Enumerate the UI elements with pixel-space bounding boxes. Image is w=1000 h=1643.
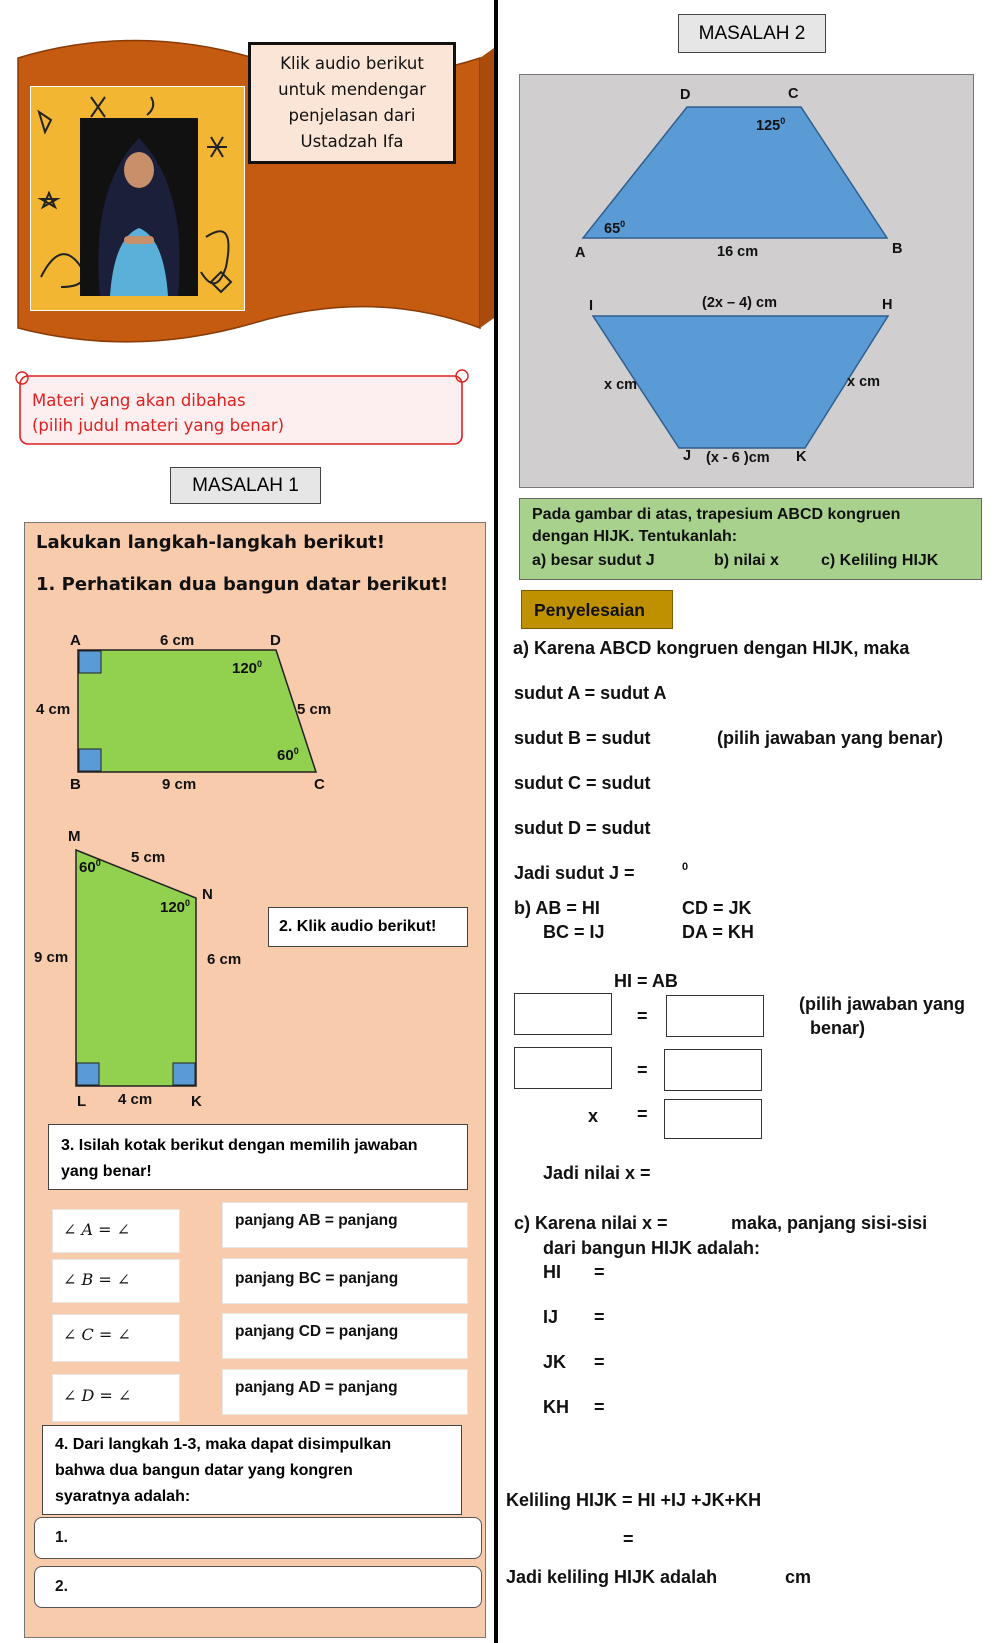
part-a-hint: (pilih jawaban yang benar) [717,728,944,748]
degree-symbol: 0 [293,746,299,756]
part-c-side-jk: JK [543,1352,567,1372]
materi-scroll [12,368,472,452]
part-a-degree: 0 [682,861,689,873]
side-ab-label: 4 cm [36,701,71,718]
vertex-b: B [70,776,81,793]
trapezoid-hijk [593,316,888,448]
angle-a-field[interactable] [52,1209,180,1253]
fig1-angle-c [756,116,785,134]
fig1-angle-a-value: 65 [604,220,621,237]
degree-symbol: 0 [780,116,786,126]
part-b-equals: = [637,1060,648,1080]
part-b-hint-1: (pilih jawaban yang [799,994,966,1014]
masalah1-label: MASALAH 1 [170,467,321,504]
fig1-bottom-label: 16 cm [717,244,759,260]
angle-n-value: 120 [160,899,186,916]
masalah2-label: MASALAH 2 [678,14,826,53]
question-b: b) nilai x [714,552,779,569]
part-b-x: x [588,1106,599,1126]
audio-text-line: Klik audio berikut [280,54,424,73]
degree-symbol: 0 [185,898,191,908]
penyelesaian-label: Penyelesaian [521,590,673,629]
degree-symbol: 0 [620,219,626,229]
part-b-hint-2: benar) [810,1018,866,1038]
length-ab-field[interactable] [222,1202,468,1248]
part-c-eq[interactable]: = [594,1307,605,1327]
audio-text-line: penjelasan dari [288,106,416,125]
step3-box [48,1124,468,1190]
vertex-d: D [270,632,281,649]
step1-text: 1. Perhatikan dua bangun datar berikut! [36,574,449,595]
answer-2-field[interactable] [34,1566,482,1608]
side-bc-label: 9 cm [162,776,197,793]
angle-d-text: ∠ D = ∠ [63,1386,132,1405]
audio-instruction-box[interactable] [248,42,456,164]
step4-line: 4. Dari langkah 1-3, maka dapat disimpulkan [55,1436,392,1453]
angle-c-value: 60 [277,747,294,764]
length-cd-field[interactable] [222,1313,468,1359]
part-a-row: sudut A = sudut A [514,683,667,703]
angle-c-label [277,746,299,764]
trapezoid-abcd [583,107,887,238]
step3-line: yang benar! [61,1163,152,1180]
part-b-eq2: CD = JK [682,898,752,918]
part-c-eq[interactable]: = [594,1397,605,1417]
part-c-line1a[interactable]: c) Karena nilai x = [514,1213,668,1233]
part-b-eq1: b) AB = HI [514,898,600,918]
audio-text-line: Ustadzah Ifa [300,132,404,151]
part-b-eq4: DA = KH [682,922,754,942]
part-b-equals: = [637,1006,648,1026]
fig2-vertex-i: I [589,298,594,314]
part-c-side-ij: IJ [543,1307,559,1327]
fig1-vertex-a: A [575,245,586,261]
right-angle-marker [77,1063,99,1085]
step4-box [42,1425,462,1515]
audio-text-line: untuk mendengar [278,80,426,99]
fig2-right-label: x cm [847,374,881,390]
fig2-left-label: x cm [604,377,638,393]
keliling-formula: Keliling HIJK = HI +IJ +JK+KH [506,1490,762,1510]
fig2-bottom-label: (x - 6 )cm [706,450,770,466]
answer-2-label: 2. [55,1578,68,1595]
part-c-line2: dari bangun HIJK adalah: [543,1238,761,1258]
materi-line-1[interactable]: Materi yang akan dibahas [32,391,246,410]
side-mn-label: 5 cm [131,849,166,866]
fig1-angle-a [604,219,625,237]
right-angle-marker [173,1063,195,1085]
step2-audio-button[interactable]: 2. Klik audio berikut! [268,907,468,947]
step4-line: syaratnya adalah: [55,1488,191,1505]
keliling-jadi[interactable]: Jadi keliling HIJK adalah [506,1567,718,1587]
part-a-jadi[interactable]: Jadi sudut J = [514,863,635,883]
part-c-side-kh: KH [543,1397,569,1417]
part-a-intro: a) Karena ABCD kongruen dengan HIJK, maka [513,638,910,658]
question-c: c) Keliling HIJK [821,552,939,569]
vertex-c: C [314,776,325,793]
length-cd-text: panjang CD = panjang [235,1323,399,1340]
shape-mnkl [60,840,220,1090]
part-c-line1b: maka, panjang sisi-sisi [731,1213,928,1233]
step3-line: 3. Isilah kotak berikut dengan memilih jawaban [61,1137,418,1154]
part-a-row[interactable]: sudut B = sudut [514,728,651,748]
part-b-jadi[interactable]: Jadi nilai x = [543,1163,651,1183]
side-cd-label: 5 cm [297,701,332,718]
vertex-m: M [68,828,81,845]
part-b-box-5[interactable] [664,1099,762,1139]
page-divider [494,0,498,1643]
teacher-figure-icon [80,118,198,296]
fig1-vertex-b: B [892,241,903,257]
angle-m-value: 60 [79,859,96,876]
angle-d-label [232,659,262,677]
fig1-vertex-c: C [788,86,799,102]
answer-1-label: 1. [55,1529,68,1546]
angle-d-value: 120 [232,660,258,677]
angle-d-field[interactable] [52,1374,180,1422]
trapezoid-figures [519,74,974,488]
angle-b-text: ∠ B = ∠ [63,1270,131,1289]
step4-line: bahwa dua bangun datar yang kongren [55,1462,353,1479]
side-ml-label: 9 cm [34,949,69,966]
side-lk-label: 4 cm [118,1091,153,1108]
vertex-a: A [70,632,81,649]
keliling-unit: cm [785,1567,812,1587]
part-b-box-2[interactable] [666,995,764,1037]
angle-n-label [160,898,190,916]
question-line-2: dengan HIJK. Tentukanlah: [532,528,738,545]
part-c-side-hi: HI [543,1262,561,1282]
length-ad-field[interactable] [222,1369,468,1415]
fig2-vertex-k: K [796,449,807,465]
length-ad-text: panjang AD = panjang [235,1379,398,1396]
fig2-vertex-j: J [683,448,692,464]
vertex-k: K [191,1093,202,1110]
part-a-row[interactable]: sudut D = sudut [514,818,651,838]
part-b-hi-ab: HI = AB [614,971,678,991]
angle-c-text: ∠ C = ∠ [63,1325,131,1344]
angle-a-text: ∠ A = ∠ [63,1220,131,1239]
right-angle-marker [79,651,101,673]
angle-c-field[interactable] [52,1314,180,1362]
teacher-photo [80,118,198,296]
fig1-angle-c-value: 125 [756,117,781,134]
length-bc-field[interactable] [222,1258,468,1304]
angle-m-label [79,858,101,876]
steps-title: Lakukan langkah-langkah berikut! [36,532,385,553]
degree-symbol: 0 [95,858,101,868]
part-b-equals: = [637,1104,648,1124]
part-a-row[interactable]: sudut C = sudut [514,773,651,793]
question-box [519,498,982,580]
materi-line-2[interactable]: (pilih judul materi yang benar) [32,416,285,435]
part-b-eq3: BC = IJ [543,922,605,942]
length-ab-text: panjang AB = panjang [235,1212,398,1229]
part-b-box-1[interactable] [514,993,612,1035]
part-c-eq[interactable]: = [594,1262,605,1282]
part-c-eq[interactable]: = [594,1352,605,1372]
degree-symbol: 0 [257,659,263,669]
angle-b-field[interactable] [52,1259,180,1303]
keliling-equals[interactable]: = [623,1529,634,1549]
answer-1-field[interactable] [34,1517,482,1559]
vertex-n: N [202,886,213,903]
part-b-box-3[interactable] [514,1047,612,1089]
fig1-vertex-d: D [680,87,691,103]
question-a: a) besar sudut J [532,552,655,569]
question-line-1: Pada gambar di atas, trapesium ABCD kongruen [532,506,901,523]
side-ad-label: 6 cm [160,632,195,649]
vertex-l: L [77,1093,87,1110]
side-nk-label: 6 cm [207,951,242,968]
length-bc-text: panjang BC = panjang [235,1270,399,1287]
fig2-vertex-h: H [882,297,893,313]
fig2-top-label: (2x – 4) cm [702,295,777,311]
part-b-box-4[interactable] [664,1049,762,1091]
right-angle-marker [79,749,101,771]
